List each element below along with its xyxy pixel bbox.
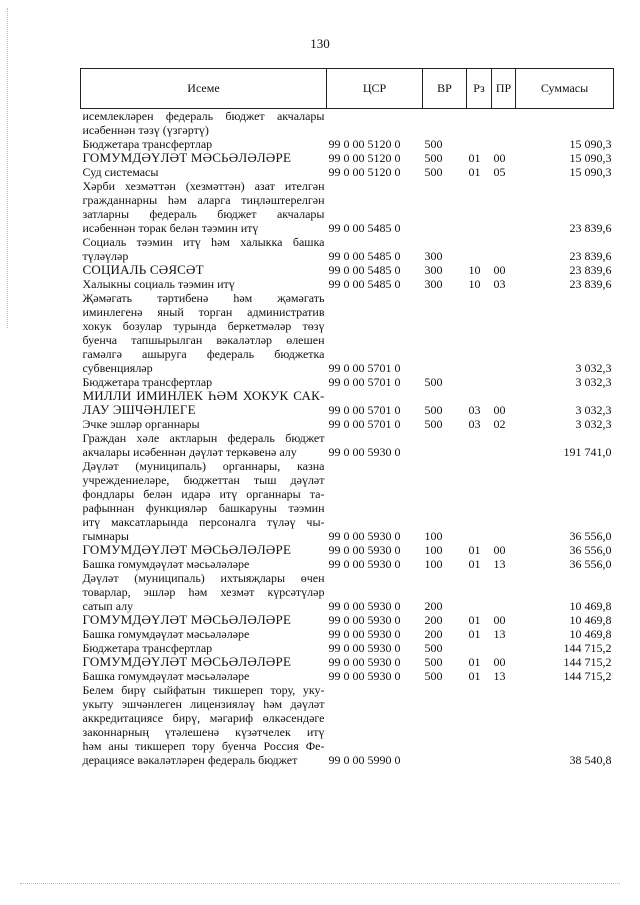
header-csr: ЦСР — [327, 69, 423, 109]
row-name — [81, 571, 327, 613]
row-name — [81, 669, 327, 683]
row-csr: 99 0 00 5120 0 — [328, 137, 401, 151]
table-row — [81, 235, 614, 263]
table-row — [81, 151, 614, 165]
row-rz — [467, 571, 492, 613]
row-pr: 00 — [493, 543, 506, 557]
row-name — [81, 655, 327, 669]
row-vr: 100 — [424, 557, 443, 571]
row-name — [81, 641, 327, 655]
row-rz — [467, 431, 492, 459]
row-name-line: ГОМУМДӘҮЛӘТ МӘСЬӘЛӘЛӘРЕ — [82, 542, 292, 557]
row-rz: 01 — [468, 655, 481, 669]
row-name-line: Дәүләт (муниципаль) органнары, казна — [82, 459, 325, 473]
row-vr — [423, 291, 467, 375]
table-row — [81, 683, 614, 767]
row-name — [81, 263, 327, 277]
row-sum: 144 715,2 — [563, 655, 612, 669]
row-csr: 99 0 00 5701 0 — [328, 403, 401, 417]
row-name-line: ГОМУМДӘҮЛӘТ МӘСЬӘЛӘЛӘРЕ — [82, 654, 292, 669]
row-vr — [423, 179, 467, 235]
table-row — [81, 571, 614, 613]
table-row — [81, 263, 614, 277]
row-sum: 36 556,0 — [569, 543, 612, 557]
row-name-line: СОЦИАЛЬ СӘЯСӘТ — [82, 262, 204, 277]
page-number: 130 — [310, 36, 330, 51]
table-row — [81, 557, 614, 571]
row-pr: 02 — [493, 417, 506, 431]
row-sum: 36 556,0 — [569, 529, 612, 543]
header-pr: ПР — [492, 69, 516, 109]
row-sum: 23 839,6 — [569, 263, 612, 277]
row-name — [81, 431, 327, 459]
row-pr: 13 — [493, 557, 506, 571]
scan-edge-left — [7, 8, 8, 328]
row-pr — [492, 431, 516, 459]
row-csr: 99 0 00 5930 0 — [328, 445, 401, 459]
row-sum: 38 540,8 — [569, 753, 612, 767]
row-rz: 01 — [468, 151, 481, 165]
table-row — [81, 613, 614, 627]
row-rz — [467, 179, 492, 235]
row-name-line: буенча тапшырылган вәкаләтләр өлешен — [82, 333, 325, 347]
row-sum: 10 469,8 — [569, 627, 612, 641]
row-name-line: Белем бирү сыйфатын тикшереп тору, уку- — [82, 683, 325, 697]
table-row — [81, 389, 614, 417]
row-name-line: Бюджетара трансфертлар — [82, 375, 213, 389]
row-vr: 500 — [424, 403, 443, 417]
row-csr: 99 0 00 5485 0 — [328, 277, 401, 291]
row-csr: 99 0 00 5930 0 — [328, 627, 401, 641]
row-name-line: исәбеннән тәзү (үзгәртү) — [82, 123, 209, 137]
row-pr: 03 — [493, 277, 506, 291]
row-sum: 23 839,6 — [569, 221, 612, 235]
row-name — [81, 627, 327, 641]
row-name — [81, 235, 327, 263]
row-csr: 99 0 00 5485 0 — [328, 221, 401, 235]
budget-table — [80, 68, 614, 767]
row-vr: 300 — [424, 263, 443, 277]
row-vr: 500 — [424, 669, 443, 683]
row-vr: 500 — [424, 655, 443, 669]
table-row — [81, 669, 614, 683]
header-vr: ВР — [423, 69, 467, 109]
row-sum: 15 090,3 — [569, 165, 612, 179]
table-row — [81, 137, 614, 151]
row-vr — [423, 431, 467, 459]
row-vr: 100 — [424, 529, 443, 543]
row-name — [81, 165, 327, 179]
row-rz: 01 — [468, 557, 481, 571]
row-sum: 3 032,3 — [575, 375, 612, 389]
row-sum: 144 715,2 — [563, 641, 612, 655]
row-name-line: гамәлгә ашыруга федераль бюджетка — [82, 347, 325, 361]
row-pr — [492, 179, 516, 235]
row-rz — [467, 375, 492, 389]
table-row — [81, 655, 614, 669]
row-name-line: итү максатларында персоналга түләү чы- — [82, 515, 325, 529]
row-name-line: учреждениеләре, бюджеттан тыш дәүләт — [82, 473, 325, 487]
row-vr: 300 — [424, 277, 443, 291]
row-name-line: Социаль тәэмин итү һәм халыкка башка — [82, 235, 325, 249]
row-sum: 10 469,8 — [569, 613, 612, 627]
row-name-line: Граждан хәле актларын федераль бюджет — [82, 431, 325, 445]
row-vr: 500 — [424, 641, 443, 655]
row-sum: 3 032,3 — [575, 417, 612, 431]
header-name: Исеме — [81, 69, 327, 109]
row-name-line: исәбеннән торак белән тәэмин итү — [82, 221, 259, 235]
row-pr — [492, 641, 516, 655]
row-rz: 01 — [468, 613, 481, 627]
row-name — [81, 137, 327, 151]
row-name-line: Башка гомумдәүләт мәсьәләләре — [82, 669, 250, 683]
row-name-line: товарлар, эшләр һәм хезмәт күрсәтүләр — [82, 585, 325, 599]
row-sum: 36 556,0 — [569, 557, 612, 571]
row-name-line: Эчке эшләр органнары — [82, 417, 200, 431]
row-csr: 99 0 00 5930 0 — [328, 557, 401, 571]
row-vr: 200 — [424, 599, 443, 613]
row-vr: 500 — [424, 137, 443, 151]
row-vr: 500 — [424, 417, 443, 431]
table-row — [81, 179, 614, 235]
row-sum: 3 032,3 — [575, 403, 612, 417]
row-vr: 100 — [424, 543, 443, 557]
row-csr: 99 0 00 5930 0 — [328, 599, 401, 613]
row-name-line: субвенцияләр — [82, 361, 153, 375]
row-rz: 10 — [468, 277, 481, 291]
row-rz: 03 — [468, 417, 481, 431]
row-csr: 99 0 00 5485 0 — [328, 249, 401, 263]
row-rz — [467, 235, 492, 263]
row-pr — [492, 459, 516, 543]
row-name — [81, 683, 327, 767]
row-name-line: дерациясе вәкаләтләрен федераль бюджет — [82, 753, 298, 767]
row-pr: 00 — [493, 263, 506, 277]
row-name-line: укыту эшчәнлеген лицензияләү һәм дәүләт — [82, 697, 325, 711]
row-sum: 10 469,8 — [569, 599, 612, 613]
row-rz: 01 — [468, 627, 481, 641]
row-rz: 01 — [468, 543, 481, 557]
row-csr: 99 0 00 5930 0 — [328, 669, 401, 683]
table-row — [81, 543, 614, 557]
table-header-row — [81, 69, 614, 109]
row-pr: 05 — [493, 165, 506, 179]
row-vr — [423, 683, 467, 767]
row-name-line: Дәүләт (муниципаль) ихтыяҗлары өчен — [82, 571, 325, 585]
row-rz — [467, 459, 492, 543]
row-name-line: гражданнарны һәм аларга тиңләштерелгән — [82, 193, 325, 207]
row-vr: 200 — [424, 627, 443, 641]
row-name-line: законнарның үтәлешенә күзәтчелек итү — [82, 725, 325, 739]
row-pr: 13 — [493, 627, 506, 641]
row-pr: 00 — [493, 151, 506, 165]
table-row — [81, 291, 614, 375]
row-name-line: иминлегенә яный торган административ — [82, 305, 325, 319]
row-pr: 13 — [493, 669, 506, 683]
row-pr — [492, 109, 516, 138]
table-row — [81, 641, 614, 655]
row-name-line: Хәрби хезмәттән (хезмәттән) азат ителгән — [82, 179, 325, 193]
table-row — [81, 375, 614, 389]
row-sum: 191 741,0 — [563, 445, 612, 459]
row-csr: 99 0 00 5701 0 — [328, 375, 401, 389]
row-vr: 500 — [424, 165, 443, 179]
scan-edge-bottom — [20, 883, 620, 884]
row-csr: 99 0 00 5485 0 — [328, 263, 401, 277]
row-pr: 00 — [493, 613, 506, 627]
row-name — [81, 417, 327, 431]
row-vr: 500 — [424, 151, 443, 165]
row-name-line: гымнары — [82, 529, 129, 543]
row-name-line: Бюджетара трансфертлар — [82, 137, 213, 151]
row-rz: 01 — [468, 165, 481, 179]
row-vr: 500 — [424, 375, 443, 389]
row-csr: 99 0 00 5120 0 — [328, 151, 401, 165]
row-sum: 15 090,3 — [569, 151, 612, 165]
row-name-line: аккредитациясе бирү, мәгариф өлкәсендәге — [82, 711, 325, 725]
table-row — [81, 277, 614, 291]
row-rz: 01 — [468, 669, 481, 683]
row-sum: 15 090,3 — [569, 137, 612, 151]
row-csr: 99 0 00 5930 0 — [328, 543, 401, 557]
row-sum: 23 839,6 — [569, 277, 612, 291]
row-name — [81, 557, 327, 571]
row-name-line: ГОМУМДӘҮЛӘТ МӘСЬӘЛӘЛӘРЕ — [82, 612, 292, 627]
row-name — [81, 543, 327, 557]
row-name — [81, 277, 327, 291]
row-name — [81, 613, 327, 627]
row-name-line: ГОМУМДӘҮЛӘТ МӘСЬӘЛӘЛӘРЕ — [82, 150, 292, 165]
table-row — [81, 165, 614, 179]
row-vr: 200 — [424, 613, 443, 627]
row-csr: 99 0 00 5930 0 — [328, 613, 401, 627]
row-vr: 300 — [424, 249, 443, 263]
table-row — [81, 431, 614, 459]
row-rz — [467, 109, 492, 138]
row-name-line: исемлекләрен федераль бюджет акчалары — [82, 109, 325, 123]
table-row — [81, 109, 614, 138]
row-pr: 00 — [493, 403, 506, 417]
table-row — [81, 627, 614, 641]
row-name-line: МИЛЛИ ИМИНЛЕК ҺӘМ ХОКУК САК- — [82, 388, 325, 403]
row-name — [81, 179, 327, 235]
row-name — [81, 291, 327, 375]
row-name — [81, 151, 327, 165]
row-pr — [492, 235, 516, 263]
row-name-line: сатып алу — [82, 599, 134, 613]
row-pr: 00 — [493, 655, 506, 669]
row-name-line: Бюджетара трансфертлар — [82, 641, 213, 655]
row-csr: 99 0 00 5701 0 — [328, 417, 401, 431]
row-name-line: фондлары белән идарә итү органнары та- — [82, 487, 325, 501]
row-name-line: затларны федераль бюджет акчалары — [82, 207, 325, 221]
row-name-line: Җәмәгать тәртибенә һәм җәмәгать — [82, 291, 325, 305]
row-rz: 10 — [468, 263, 481, 277]
row-csr: 99 0 00 5930 0 — [328, 655, 401, 669]
row-csr: 99 0 00 5120 0 — [328, 165, 401, 179]
row-rz — [467, 683, 492, 767]
row-name-line: рафыннан функцияләр башкаруны тәэмин — [82, 501, 325, 515]
row-sum: 3 032,3 — [575, 361, 612, 375]
row-name — [81, 375, 327, 389]
row-name-line: хокук бозулар турында беркетмәләр төзү — [82, 319, 325, 333]
row-csr — [327, 109, 423, 138]
table-row — [81, 459, 614, 543]
row-name-line: Суд системасы — [82, 165, 159, 179]
row-vr — [423, 109, 467, 138]
row-name-line: Башка гомумдәүләт мәсьәләләре — [82, 627, 250, 641]
row-pr — [492, 571, 516, 613]
table-body — [81, 109, 614, 768]
row-name-line: акчалары исәбеннән дәүләт теркәвенә алу — [82, 445, 297, 459]
row-pr — [492, 683, 516, 767]
row-rz — [467, 641, 492, 655]
row-name-line: ЛАУ ЭШЧӘНЛЕГЕ — [82, 402, 196, 417]
row-csr: 99 0 00 5701 0 — [328, 361, 401, 375]
header-sum: Суммасы — [516, 69, 614, 109]
row-name-line: һәм аны тикшереп тору буенча Россия Фе- — [82, 739, 325, 753]
row-sum — [516, 109, 614, 138]
row-pr — [492, 375, 516, 389]
row-sum: 144 715,2 — [563, 669, 612, 683]
row-sum: 23 839,6 — [569, 249, 612, 263]
row-name-line: Башка гомумдәүләт мәсьәләләре — [82, 557, 250, 571]
row-name — [81, 389, 327, 417]
row-rz — [467, 137, 492, 151]
table-row — [81, 417, 614, 431]
row-csr: 99 0 00 5930 0 — [328, 641, 401, 655]
row-name-line: түләүләр — [82, 249, 129, 263]
row-name-line: Халыкны социаль тәэмин итү — [82, 277, 235, 291]
row-rz — [467, 291, 492, 375]
row-csr: 99 0 00 5930 0 — [328, 529, 401, 543]
row-pr — [492, 291, 516, 375]
row-name — [81, 109, 327, 138]
row-rz: 03 — [468, 403, 481, 417]
row-name — [81, 459, 327, 543]
row-csr: 99 0 00 5990 0 — [328, 753, 401, 767]
row-pr — [492, 137, 516, 151]
header-rz: Рз — [467, 69, 492, 109]
